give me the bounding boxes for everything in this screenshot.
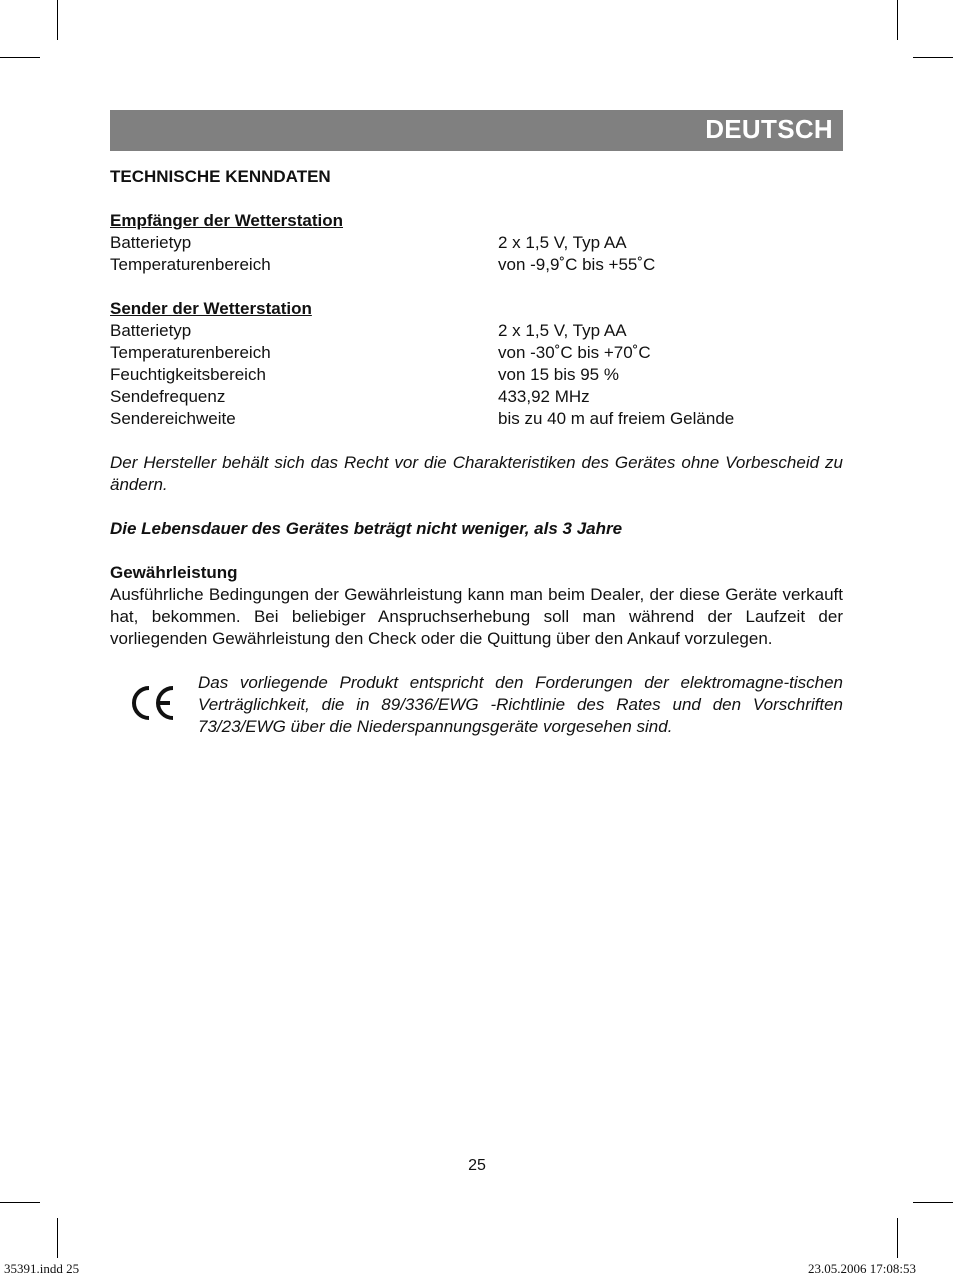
crop-mark xyxy=(0,57,40,58)
crop-mark xyxy=(0,1202,40,1203)
crop-mark xyxy=(897,0,898,40)
crop-mark xyxy=(913,1202,953,1203)
spec-value: von -30˚C bis +70˚C xyxy=(498,343,651,362)
spec-label: Batterietyp xyxy=(110,233,192,252)
spec-value: 433,92 MHz xyxy=(498,387,590,406)
spec-row xyxy=(110,232,843,254)
lifetime-text: Die Lebensdauer des Gerätes beträgt nicht weniger, als 3 Jahre xyxy=(110,519,623,538)
ce-conformity-text: Das vorliegende Produkt entspricht den Forderungen der elektromagne-tischen Verträglichkeit, die in 89/336/EWG -Richtlinie des Rates und den Vorschriften 73/23/EWG über die Niederspannungsgeräte vorgesehen sind. xyxy=(198,673,843,736)
spec-label: Sendefrequenz xyxy=(110,387,226,406)
ce-mark-icon xyxy=(110,672,198,738)
disclaimer-text: Der Hersteller behält sich das Recht vor die Charakteristiken des Gerätes ohne Vorbescheid zu ändern. xyxy=(110,453,843,494)
receiver-heading: Empfänger der Wetterstation xyxy=(110,211,344,230)
spec-row xyxy=(110,408,843,430)
document-body xyxy=(110,166,843,738)
section-title: TECHNISCHE KENNDATEN xyxy=(110,167,331,186)
spec-value: 2 x 1,5 V, Typ AA xyxy=(498,233,627,252)
spec-value: bis zu 40 m auf freiem Gelände xyxy=(498,409,735,428)
warranty-heading: Gewährleistung xyxy=(110,563,238,582)
spec-row xyxy=(110,364,843,386)
spec-label: Batterietyp xyxy=(110,321,192,340)
spec-row xyxy=(110,320,843,342)
warranty-text: Ausführliche Bedingungen der Gewährleistung kann man beim Dealer, der diese Geräte verkauft hat, bekommen. Bei beliebiger Anspruchserhebung soll man während der Laufzeit der vorliegenden Gewährleistung den Check oder die Quittung über den Ankauf vorzulegen. xyxy=(110,585,843,648)
spec-label: Sendereichweite xyxy=(110,409,236,428)
page-number: 25 xyxy=(468,1157,486,1174)
spec-label: Temperaturenbereich xyxy=(110,343,271,362)
crop-mark xyxy=(897,1218,898,1258)
spec-value: von -9,9˚C bis +55˚C xyxy=(498,255,656,274)
sender-heading: Sender der Wetterstation xyxy=(110,299,312,318)
spec-value: von 15 bis 95 % xyxy=(498,365,619,384)
spec-label: Temperaturenbereich xyxy=(110,255,271,274)
ce-conformity-block xyxy=(110,672,843,738)
spec-value: 2 x 1,5 V, Typ AA xyxy=(498,321,627,340)
spec-row xyxy=(110,254,843,276)
date-slug: 23.05.2006 17:08:53 xyxy=(808,1261,916,1276)
spec-row xyxy=(110,386,843,408)
file-slug: 35391.indd 25 xyxy=(4,1261,80,1276)
language-header-bar xyxy=(110,110,843,151)
spec-row xyxy=(110,342,843,364)
spec-label: Feuchtigkeitsbereich xyxy=(110,365,266,384)
crop-mark xyxy=(57,1218,58,1258)
crop-mark xyxy=(57,0,58,40)
language-title: DEUTSCH xyxy=(705,114,833,144)
crop-mark xyxy=(913,57,953,58)
